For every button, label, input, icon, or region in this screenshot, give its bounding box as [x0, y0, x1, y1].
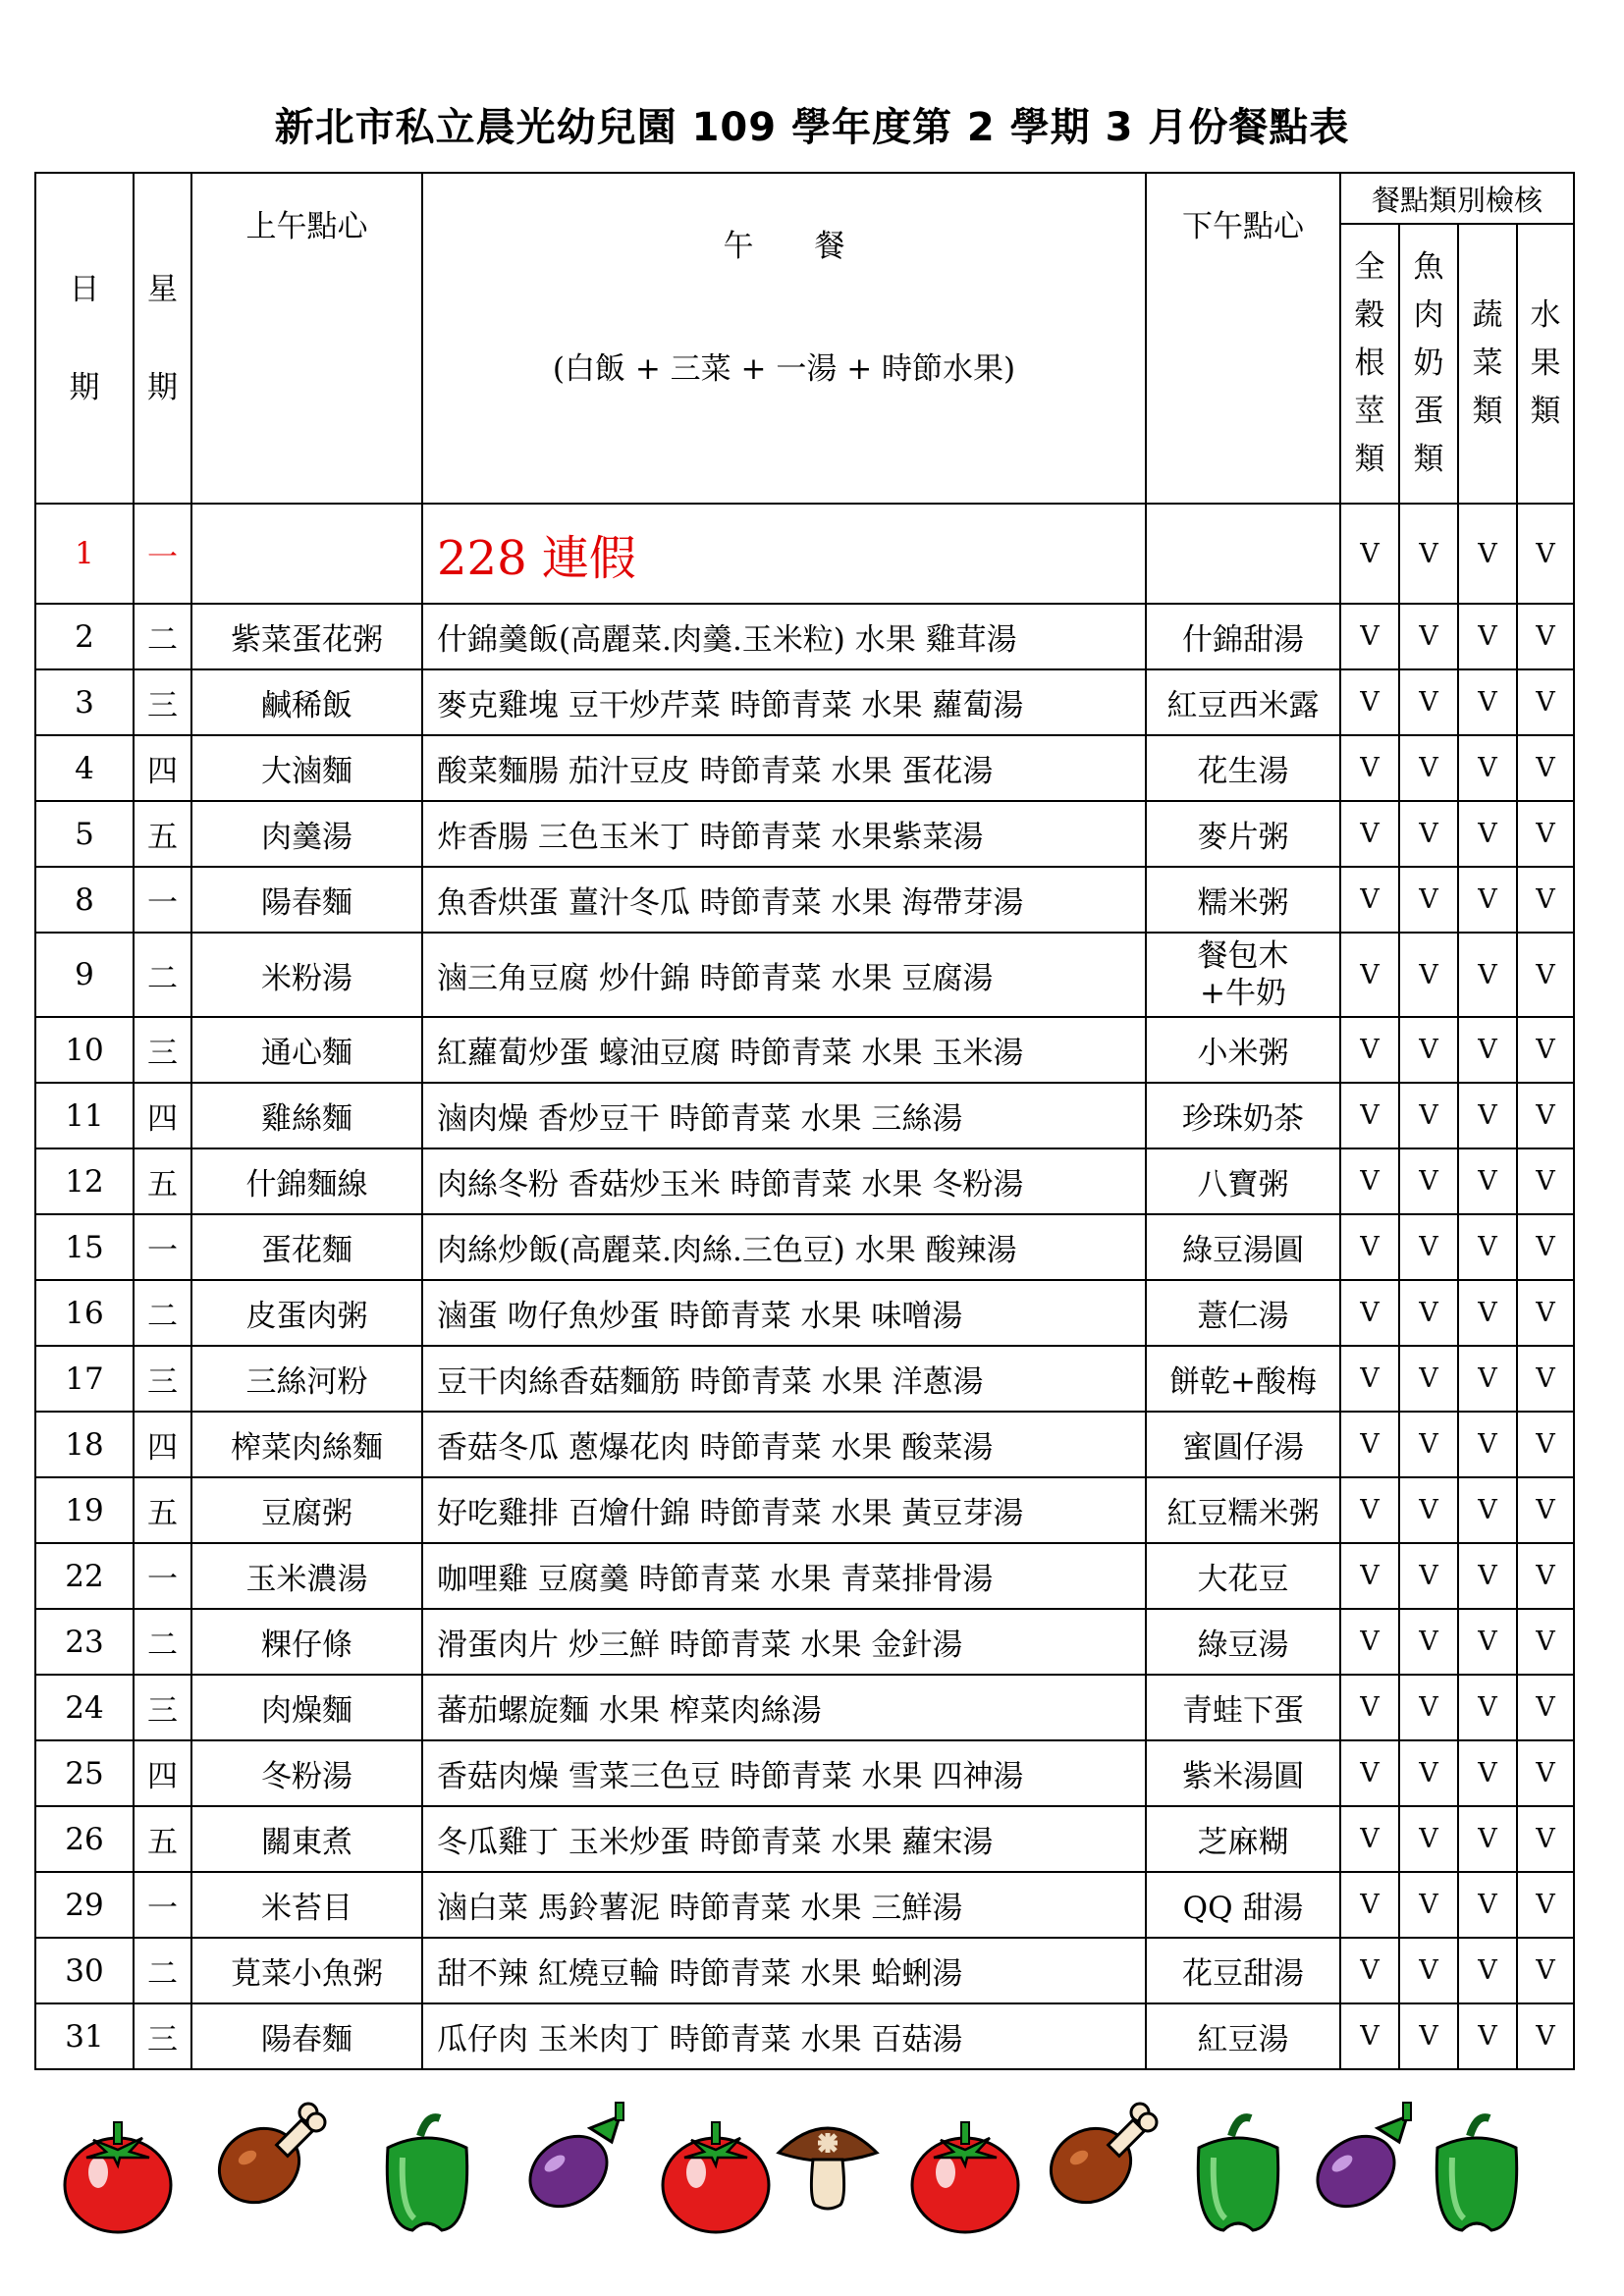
check-protein-cell: V [1399, 604, 1458, 669]
lunch-cell: 滷肉燥 香炒豆干 時節青菜 水果 三絲湯 [422, 1083, 1146, 1148]
check-vegetable-cell: V [1458, 1609, 1517, 1675]
date-cell: 5 [35, 801, 134, 867]
weekday-cell: 三 [134, 1346, 191, 1412]
check-vegetable-cell: V [1458, 1412, 1517, 1477]
date-cell: 30 [35, 1938, 134, 2003]
check-fruit-cell: V [1517, 1346, 1574, 1412]
afternoon-snack-cell: 大花豆 [1146, 1543, 1340, 1609]
check-protein-cell: V [1399, 1017, 1458, 1083]
menu-row [35, 1609, 1574, 1675]
afternoon-snack-cell: 綠豆湯圓 [1146, 1214, 1340, 1280]
weekday-cell: 五 [134, 1148, 191, 1214]
morning-snack-cell: 肉燥麵 [191, 1675, 422, 1740]
header-weekday [134, 173, 191, 504]
check-protein-cell: V [1399, 1412, 1458, 1477]
check-protein-cell: V [1399, 504, 1458, 604]
afternoon-snack-cell: 花生湯 [1146, 735, 1340, 801]
check-fruit-cell: V [1517, 1609, 1574, 1675]
check-protein-cell: V [1399, 1872, 1458, 1938]
weekday-cell: 一 [134, 1872, 191, 1938]
check-grains-cell: V [1340, 801, 1399, 867]
check-grains-cell: V [1340, 1280, 1399, 1346]
afternoon-snack-cell: 八寶粥 [1146, 1148, 1340, 1214]
check-vegetable-cell: V [1458, 2003, 1517, 2069]
check-fruit-cell: V [1517, 1938, 1574, 2003]
check-protein-cell: V [1399, 933, 1458, 1017]
check-fruit-cell: V [1517, 504, 1574, 604]
check-protein-cell: V [1399, 1477, 1458, 1543]
check-fruit-cell: V [1517, 1477, 1574, 1543]
check-grains-cell: V [1340, 1017, 1399, 1083]
check-fruit-cell: V [1517, 735, 1574, 801]
afternoon-snack-cell: 紅豆糯米粥 [1146, 1477, 1340, 1543]
check-fruit-cell: V [1517, 867, 1574, 933]
check-vegetable-cell: V [1458, 1543, 1517, 1609]
afternoon-snack-cell: 花豆甜湯 [1146, 1938, 1340, 2003]
header-check-fruit-label: 水果類 [1530, 297, 1561, 429]
check-fruit-cell: V [1517, 1412, 1574, 1477]
weekday-cell: 四 [134, 735, 191, 801]
afternoon-snack-cell: 紅豆西米露 [1146, 669, 1340, 735]
date-cell: 19 [35, 1477, 134, 1543]
date-cell: 9 [35, 933, 134, 1017]
check-fruit-cell: V [1517, 1280, 1574, 1346]
header-check-vegetable [1458, 224, 1517, 504]
food-decoration-row [59, 2099, 1600, 2246]
date-cell: 31 [35, 2003, 134, 2069]
date-cell: 16 [35, 1280, 134, 1346]
check-grains-cell: V [1340, 1872, 1399, 1938]
check-protein-cell: V [1399, 1609, 1458, 1675]
morning-snack-cell: 肉羹湯 [191, 801, 422, 867]
check-protein-cell: V [1399, 1214, 1458, 1280]
afternoon-snack-cell: 綠豆湯 [1146, 1609, 1340, 1675]
check-protein-cell: V [1399, 1148, 1458, 1214]
morning-snack-cell: 雞絲麵 [191, 1083, 422, 1148]
check-grains-cell: V [1340, 604, 1399, 669]
afternoon-snack-cell: 薏仁湯 [1146, 1280, 1340, 1346]
lunch-cell: 滷白菜 馬鈴薯泥 時節青菜 水果 三鮮湯 [422, 1872, 1146, 1938]
header-check-title: 餐點類別檢核 [1340, 173, 1574, 224]
check-protein-cell: V [1399, 1938, 1458, 2003]
check-fruit-cell: V [1517, 669, 1574, 735]
check-grains-cell: V [1340, 1675, 1399, 1740]
menu-row [35, 1148, 1574, 1214]
date-cell: 24 [35, 1675, 134, 1740]
menu-row [35, 933, 1574, 1017]
morning-snack-cell: 鹹稀飯 [191, 669, 422, 735]
check-fruit-cell: V [1517, 1806, 1574, 1872]
check-fruit-cell: V [1517, 1214, 1574, 1280]
afternoon-snack-cell: 蜜圓仔湯 [1146, 1412, 1340, 1477]
check-protein-cell: V [1399, 1675, 1458, 1740]
check-vegetable-cell: V [1458, 669, 1517, 735]
lunch-cell: 魚香烘蛋 薑汁冬瓜 時節青菜 水果 海帶芽湯 [422, 867, 1146, 933]
header-lunch-title: 午 餐 [723, 228, 845, 264]
lunch-cell: 豆干肉絲香菇麵筋 時節青菜 水果 洋蔥湯 [422, 1346, 1146, 1412]
afternoon-snack-cell: 小米粥 [1146, 1017, 1340, 1083]
menu-row [35, 1214, 1574, 1280]
date-cell: 4 [35, 735, 134, 801]
menu-row [35, 1083, 1574, 1148]
check-grains-cell: V [1340, 867, 1399, 933]
header-check-protein-label: 魚肉奶蛋類 [1413, 249, 1444, 477]
check-protein-cell: V [1399, 1280, 1458, 1346]
lunch-cell: 什錦羹飯(高麗菜.肉羹.玉米粒) 水果 雞茸湯 [422, 604, 1146, 669]
lunch-cell: 好吃雞排 百燴什錦 時節青菜 水果 黃豆芽湯 [422, 1477, 1146, 1543]
weekday-cell: 二 [134, 1280, 191, 1346]
afternoon-snack-cell: 紅豆湯 [1146, 2003, 1340, 2069]
menu-row [35, 1412, 1574, 1477]
check-vegetable-cell: V [1458, 1214, 1517, 1280]
morning-snack-cell: 豆腐粥 [191, 1477, 422, 1543]
lunch-cell: 肉絲炒飯(高麗菜.肉絲.三色豆) 水果 酸辣湯 [422, 1214, 1146, 1280]
morning-snack-cell: 紫菜蛋花粥 [191, 604, 422, 669]
menu-row [35, 604, 1574, 669]
header-date-label: 日期 [69, 271, 100, 405]
header-check-vegetable-label: 蔬菜類 [1472, 297, 1503, 429]
menu-row [35, 801, 1574, 867]
check-grains-cell: V [1340, 1740, 1399, 1806]
menu-table [34, 172, 1575, 2070]
weekday-cell: 一 [134, 1543, 191, 1609]
weekday-cell: 三 [134, 1675, 191, 1740]
menu-row [35, 504, 1574, 604]
menu-body [35, 504, 1574, 2069]
check-grains-cell: V [1340, 1412, 1399, 1477]
check-grains-cell: V [1340, 1214, 1399, 1280]
check-protein-cell: V [1399, 669, 1458, 735]
date-cell: 1 [35, 504, 134, 604]
date-cell: 25 [35, 1740, 134, 1806]
lunch-cell: 滷三角豆腐 炒什錦 時節青菜 水果 豆腐湯 [422, 933, 1146, 1017]
menu-row [35, 1017, 1574, 1083]
check-grains-cell: V [1340, 2003, 1399, 2069]
check-vegetable-cell: V [1458, 1938, 1517, 2003]
date-cell: 12 [35, 1148, 134, 1214]
lunch-cell: 炸香腸 三色玉米丁 時節青菜 水果紫菜湯 [422, 801, 1146, 867]
morning-snack-cell: 玉米濃湯 [191, 1543, 422, 1609]
afternoon-snack-cell [1146, 504, 1340, 604]
morning-snack-cell: 關東煮 [191, 1806, 422, 1872]
morning-snack-cell [191, 504, 422, 604]
check-fruit-cell: V [1517, 1872, 1574, 1938]
date-cell: 15 [35, 1214, 134, 1280]
date-cell: 8 [35, 867, 134, 933]
afternoon-snack-cell: 芝麻糊 [1146, 1806, 1340, 1872]
check-protein-cell: V [1399, 1806, 1458, 1872]
weekday-cell: 二 [134, 604, 191, 669]
check-fruit-cell: V [1517, 604, 1574, 669]
lunch-cell: 滷蛋 吻仔魚炒蛋 時節青菜 水果 味噌湯 [422, 1280, 1146, 1346]
lunch-cell: 香菇肉燥 雪菜三色豆 時節青菜 水果 四神湯 [422, 1740, 1146, 1806]
afternoon-snack-cell: 珍珠奶茶 [1146, 1083, 1340, 1148]
header-date [35, 173, 134, 504]
check-grains-cell: V [1340, 1543, 1399, 1609]
weekday-cell: 一 [134, 504, 191, 604]
morning-snack-cell: 米粉湯 [191, 933, 422, 1017]
page-title: 新北市私立晨光幼兒園 109 學年度第 2 學期 3 月份餐點表 [274, 105, 1350, 150]
lunch-cell: 香菇冬瓜 蔥爆花肉 時節青菜 水果 酸菜湯 [422, 1412, 1146, 1477]
afternoon-snack-cell: 糯米粥 [1146, 867, 1340, 933]
weekday-cell: 二 [134, 933, 191, 1017]
lunch-cell: 冬瓜雞丁 玉米炒蛋 時節青菜 水果 蘿宋湯 [422, 1806, 1146, 1872]
menu-row [35, 735, 1574, 801]
check-vegetable-cell: V [1458, 1872, 1517, 1938]
check-grains-cell: V [1340, 1806, 1399, 1872]
date-cell: 3 [35, 669, 134, 735]
weekday-cell: 一 [134, 867, 191, 933]
check-grains-cell: V [1340, 669, 1399, 735]
lunch-cell: 麥克雞塊 豆干炒芹菜 時節青菜 水果 蘿蔔湯 [422, 669, 1146, 735]
weekday-cell: 四 [134, 1740, 191, 1806]
check-grains-cell: V [1340, 1346, 1399, 1412]
lunch-cell: 滑蛋肉片 炒三鮮 時節青菜 水果 金針湯 [422, 1609, 1146, 1675]
check-fruit-cell: V [1517, 2003, 1574, 2069]
check-vegetable-cell: V [1458, 604, 1517, 669]
menu-row [35, 669, 1574, 735]
afternoon-snack-cell: 紫米湯圓 [1146, 1740, 1340, 1806]
menu-row [35, 1872, 1574, 1938]
morning-snack-cell: 皮蛋肉粥 [191, 1280, 422, 1346]
lunch-cell: 紅蘿蔔炒蛋 蠔油豆腐 時節青菜 水果 玉米湯 [422, 1017, 1146, 1083]
check-vegetable-cell: V [1458, 1740, 1517, 1806]
check-vegetable-cell: V [1458, 504, 1517, 604]
date-cell: 11 [35, 1083, 134, 1148]
afternoon-snack-cell: 麥片粥 [1146, 801, 1340, 867]
menu-row [35, 1806, 1574, 1872]
menu-row [35, 1543, 1574, 1609]
lunch-cell: 肉絲冬粉 香菇炒玉米 時節青菜 水果 冬粉湯 [422, 1148, 1146, 1214]
afternoon-snack-cell: 什錦甜湯 [1146, 604, 1340, 669]
check-protein-cell: V [1399, 1346, 1458, 1412]
afternoon-snack-cell: QQ 甜湯 [1146, 1872, 1340, 1938]
weekday-cell: 四 [134, 1083, 191, 1148]
check-grains-cell: V [1340, 1609, 1399, 1675]
date-cell: 23 [35, 1609, 134, 1675]
header-check-grains [1340, 224, 1399, 504]
date-cell: 2 [35, 604, 134, 669]
weekday-cell: 二 [134, 1938, 191, 2003]
morning-snack-cell: 三絲河粉 [191, 1346, 422, 1412]
lunch-cell: 咖哩雞 豆腐羹 時節青菜 水果 青菜排骨湯 [422, 1543, 1146, 1609]
menu-row [35, 1346, 1574, 1412]
check-vegetable-cell: V [1458, 1083, 1517, 1148]
lunch-cell: 酸菜麵腸 茄汁豆皮 時節青菜 水果 蛋花湯 [422, 735, 1146, 801]
check-protein-cell: V [1399, 1083, 1458, 1148]
check-fruit-cell: V [1517, 1148, 1574, 1214]
weekday-cell: 五 [134, 1477, 191, 1543]
lunch-cell: 蕃茄螺旋麵 水果 榨菜肉絲湯 [422, 1675, 1146, 1740]
afternoon-snack-cell: 青蛙下蛋 [1146, 1675, 1340, 1740]
morning-snack-cell: 通心麵 [191, 1017, 422, 1083]
check-vegetable-cell: V [1458, 1806, 1517, 1872]
date-cell: 26 [35, 1806, 134, 1872]
check-fruit-cell: V [1517, 801, 1574, 867]
morning-snack-cell: 陽春麵 [191, 867, 422, 933]
check-vegetable-cell: V [1458, 1675, 1517, 1740]
weekday-cell: 三 [134, 2003, 191, 2069]
header-check-fruit [1517, 224, 1574, 504]
check-vegetable-cell: V [1458, 1017, 1517, 1083]
menu-row [35, 1740, 1574, 1806]
header-check-protein [1399, 224, 1458, 504]
check-fruit-cell: V [1517, 1017, 1574, 1083]
date-cell: 17 [35, 1346, 134, 1412]
lunch-cell: 228 連假 [422, 504, 1146, 604]
weekday-cell: 三 [134, 1017, 191, 1083]
menu-row [35, 1280, 1574, 1346]
date-cell: 18 [35, 1412, 134, 1477]
date-cell: 29 [35, 1872, 134, 1938]
morning-snack-cell: 什錦麵線 [191, 1148, 422, 1214]
check-vegetable-cell: V [1458, 1280, 1517, 1346]
check-protein-cell: V [1399, 801, 1458, 867]
check-fruit-cell: V [1517, 1675, 1574, 1740]
date-cell: 22 [35, 1543, 134, 1609]
morning-snack-cell: 榨菜肉絲麵 [191, 1412, 422, 1477]
check-grains-cell: V [1340, 1938, 1399, 2003]
check-protein-cell: V [1399, 735, 1458, 801]
check-vegetable-cell: V [1458, 933, 1517, 1017]
check-protein-cell: V [1399, 1543, 1458, 1609]
weekday-cell: 一 [134, 1214, 191, 1280]
menu-row [35, 1938, 1574, 2003]
header-lunch-note: (白飯 + 三菜 + 一湯 + 時節水果) [552, 350, 1016, 387]
check-grains-cell: V [1340, 1083, 1399, 1148]
afternoon-snack-cell: 餅乾+酸梅 [1146, 1346, 1340, 1412]
morning-snack-cell: 粿仔條 [191, 1609, 422, 1675]
weekday-cell: 二 [134, 1609, 191, 1675]
check-vegetable-cell: V [1458, 867, 1517, 933]
check-protein-cell: V [1399, 867, 1458, 933]
check-fruit-cell: V [1517, 1083, 1574, 1148]
weekday-cell: 五 [134, 1806, 191, 1872]
check-protein-cell: V [1399, 2003, 1458, 2069]
check-grains-cell: V [1340, 1477, 1399, 1543]
morning-snack-cell: 大滷麵 [191, 735, 422, 801]
header-weekday-label: 星期 [147, 271, 178, 405]
afternoon-snack-cell: 餐包木+牛奶 [1146, 933, 1340, 1017]
check-grains-cell: V [1340, 504, 1399, 604]
weekday-cell: 四 [134, 1412, 191, 1477]
header-afternoon-snack: 下午點心 [1146, 173, 1340, 504]
check-fruit-cell: V [1517, 1543, 1574, 1609]
morning-snack-cell: 莧菜小魚粥 [191, 1938, 422, 2003]
lunch-cell: 瓜仔肉 玉米肉丁 時節青菜 水果 百菇湯 [422, 2003, 1146, 2069]
weekday-cell: 三 [134, 669, 191, 735]
weekday-cell: 五 [134, 801, 191, 867]
header-morning-snack: 上午點心 [191, 173, 422, 504]
check-grains-cell: V [1340, 735, 1399, 801]
check-fruit-cell: V [1517, 933, 1574, 1017]
lunch-cell: 甜不辣 紅燒豆輪 時節青菜 水果 蛤蜊湯 [422, 1938, 1146, 2003]
morning-snack-cell: 米苔目 [191, 1872, 422, 1938]
check-vegetable-cell: V [1458, 801, 1517, 867]
menu-row [35, 867, 1574, 933]
check-vegetable-cell: V [1458, 1346, 1517, 1412]
check-grains-cell: V [1340, 1148, 1399, 1214]
morning-snack-cell: 蛋花麵 [191, 1214, 422, 1280]
header-lunch [422, 173, 1146, 504]
check-fruit-cell: V [1517, 1740, 1574, 1806]
header-check-grains-label: 全穀根莖類 [1354, 249, 1385, 477]
check-vegetable-cell: V [1458, 1148, 1517, 1214]
date-cell: 10 [35, 1017, 134, 1083]
check-vegetable-cell: V [1458, 1477, 1517, 1543]
menu-row [35, 1675, 1574, 1740]
morning-snack-cell: 冬粉湯 [191, 1740, 422, 1806]
check-vegetable-cell: V [1458, 735, 1517, 801]
morning-snack-cell: 陽春麵 [191, 2003, 422, 2069]
menu-row [35, 1477, 1574, 1543]
check-grains-cell: V [1340, 933, 1399, 1017]
menu-row [35, 2003, 1574, 2069]
check-protein-cell: V [1399, 1740, 1458, 1806]
